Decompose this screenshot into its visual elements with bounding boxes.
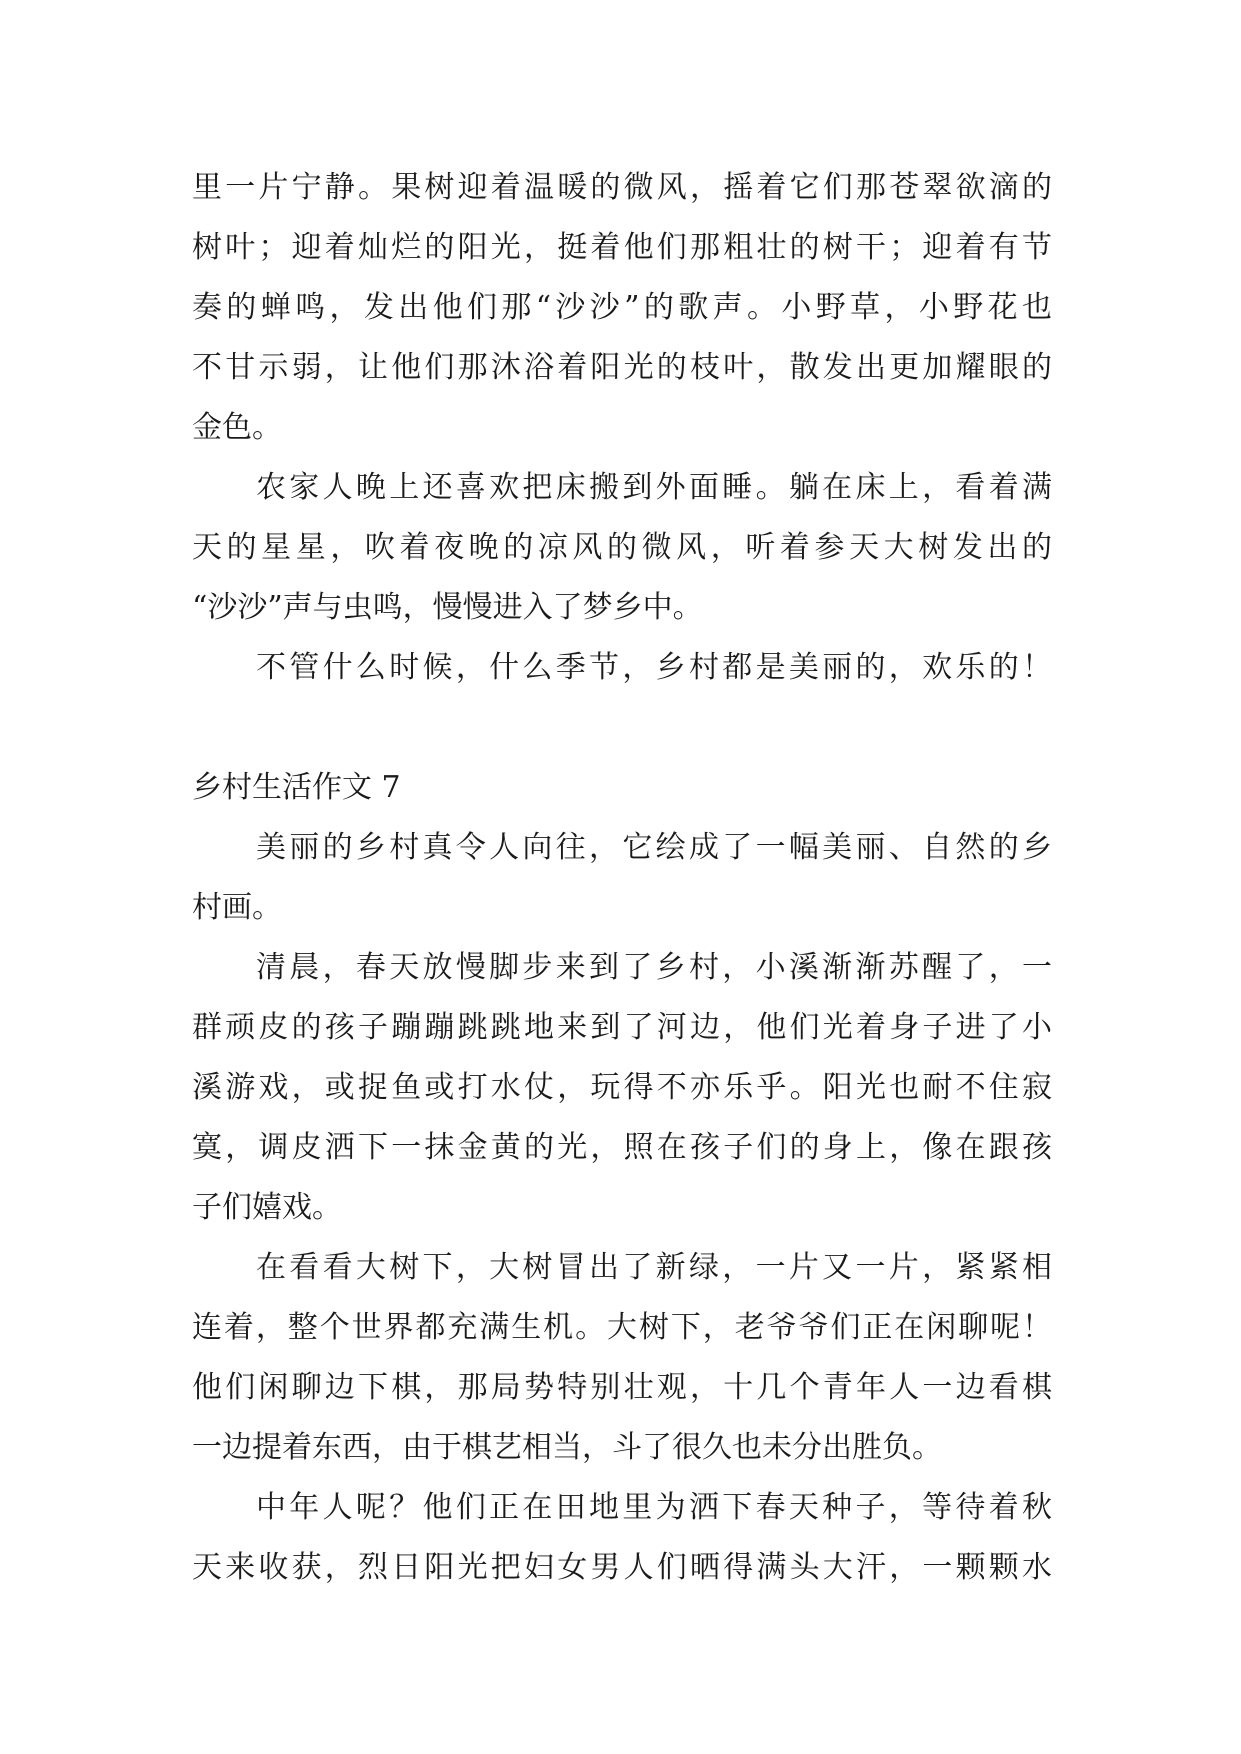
text-line: 不甘示弱，让他们那沐浴着阳光的枝叶，散发出更加耀眼的: [192, 350, 1052, 385]
document-body: [192, 158, 1052, 1598]
blank-line: [192, 698, 1052, 758]
text-line: 里一片宁静。果树迎着温暖的微风，摇着它们那苍翠欲滴的: [192, 170, 1052, 205]
text-line: 群顽皮的孩子蹦蹦跳跳地来到了河边，他们光着身子进了小: [192, 1010, 1052, 1045]
text-line: 一边提着东西，由于棋艺相当，斗了很久也未分出胜负。: [192, 1430, 942, 1465]
paragraph-first-line: 不管什么时候，什么季节，乡村都是美丽的，欢乐的！: [256, 650, 1052, 685]
text-line: “沙沙”声与虫鸣，慢慢进入了梦乡中。: [192, 590, 703, 625]
paragraph-first-line: 美丽的乡村真令人向往，它绘成了一幅美丽、自然的乡: [256, 830, 1052, 865]
text-line: 天来收获，烈日阳光把妇女男人们晒得满头大汗，一颗颗水: [192, 1550, 1052, 1585]
text-line: 溪游戏，或捉鱼或打水仗，玩得不亦乐乎。阳光也耐不住寂: [192, 1070, 1052, 1105]
text-line: 寞，调皮洒下一抹金黄的光，照在孩子们的身上，像在跟孩: [192, 1130, 1052, 1165]
text-line: 奏的蝉鸣，发出他们那“沙沙”的歌声。小野草，小野花也: [192, 290, 1052, 325]
text-line: 金色。: [192, 410, 282, 445]
text-line: 村画。: [192, 890, 282, 925]
text-line: 树叶；迎着灿烂的阳光，挺着他们那粗壮的树干；迎着有节: [192, 230, 1052, 265]
text-line: 天的星星，吹着夜晚的凉风的微风，听着参天大树发出的: [192, 530, 1052, 565]
paragraph-first-line: 农家人晚上还喜欢把床搬到外面睡。躺在床上，看着满: [256, 470, 1052, 505]
text-line: 子们嬉戏。: [192, 1190, 342, 1225]
paragraph-first-line: 在看看大树下，大树冒出了新绿，一片又一片，紧紧相: [256, 1250, 1052, 1285]
paragraph-first-line: 清晨，春天放慢脚步来到了乡村，小溪渐渐苏醒了，一: [256, 950, 1052, 985]
section-heading: 乡村生活作文 7: [192, 770, 401, 805]
paragraph-first-line: 中年人呢？他们正在田地里为洒下春天种子，等待着秋: [256, 1490, 1052, 1525]
text-line: 他们闲聊边下棋，那局势特别壮观，十几个青年人一边看棋: [192, 1370, 1052, 1405]
text-line: 连着，整个世界都充满生机。大树下，老爷爷们正在闲聊呢！: [192, 1310, 1052, 1345]
